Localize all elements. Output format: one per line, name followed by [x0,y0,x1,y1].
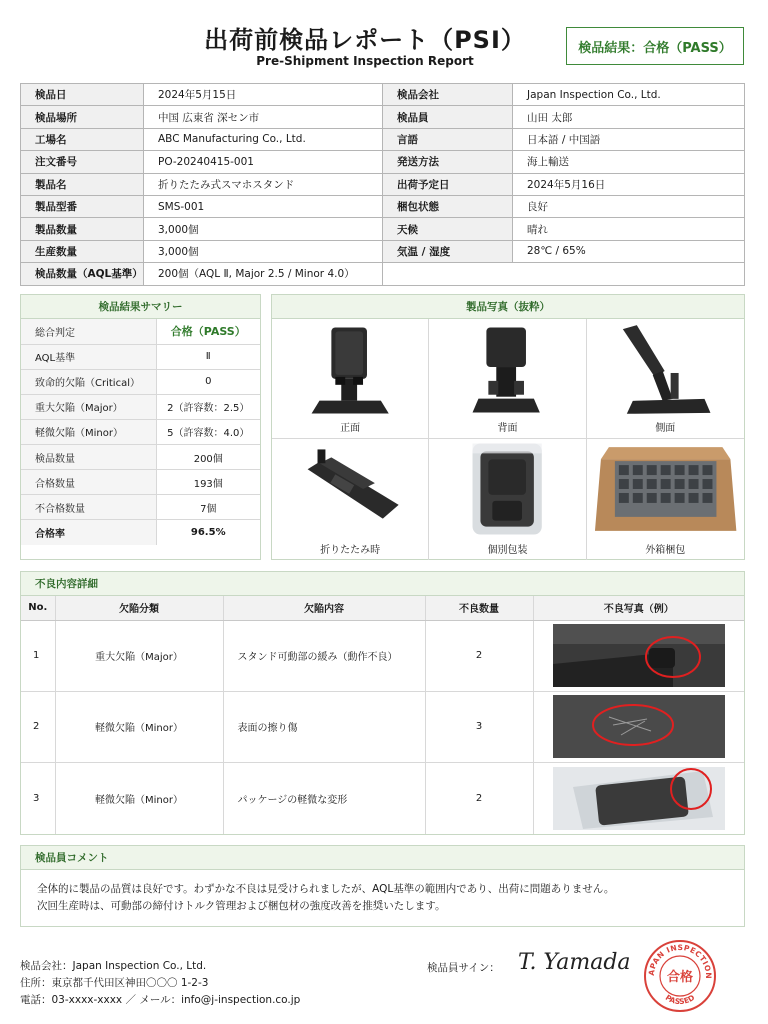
summary-value: 0 [156,369,260,394]
photos-title: 製品写真（抜粋） [272,295,744,319]
summary-key: 検品数量 [21,444,156,469]
defect-no: 1 [21,620,55,691]
defect-description: 表面の擦り傷 [223,691,425,762]
col-header-photo: 不良写真（例） [533,596,744,620]
summary-row [21,495,260,520]
summary-row [21,470,260,495]
info-value: Japan Inspection Co., Ltd. [513,84,745,106]
info-value: 晴れ [513,218,745,240]
summary-value: 5（許容数：4.0） [156,419,260,444]
info-label: 製品数量 [21,218,144,240]
info-value: 200個（AQL Ⅱ, Major 2.5 / Minor 4.0） [144,263,383,285]
summary-row [21,520,260,545]
photo-caption: 外箱梱包 [645,545,686,556]
info-empty-cell [383,263,745,285]
info-value: PO-20240415-001 [144,151,383,173]
info-row [21,240,745,262]
info-label: 気温 / 湿度 [383,240,513,262]
summary-value: 2（許容数：2.5） [156,394,260,419]
info-row [21,173,745,195]
comment-line: 全体的に製品の品質は良好です。わずかな不良は見受けられましたが、AQL基準の範囲内であり、出荷に問題ありません。 [37,883,615,895]
col-header-category: 欠陥分類 [55,596,223,620]
photo-caption: 側面 [655,423,676,434]
info-label: 検品場所 [21,106,144,128]
outer-carton-image [587,439,744,539]
info-value: 折りたたみ式スマホスタンド [144,173,383,195]
summary-row [21,369,260,394]
info-row [21,263,745,285]
footer-address: 住所：東京都千代田区神田〇〇〇 1-2-3 [20,977,209,989]
info-row [21,84,745,106]
summary-value: 合格（PASS） [156,319,260,344]
individual-package-image [429,439,585,539]
footer-contact-line: 電話：03-xxxx-xxxx ／ メール：info@j-inspection.co.jp [20,994,301,1006]
info-value: SMS-001 [144,195,383,217]
info-value: 3,000個 [144,240,383,262]
info-value: 海上輸送 [513,151,745,173]
info-value: 2024年5月15日 [144,84,383,106]
product-photos-panel [271,294,745,560]
photo-caption: 正面 [340,423,361,434]
info-value: 山田 太郎 [513,106,745,128]
phone-stand-side-image [587,319,744,419]
info-label: 検品会社 [383,84,513,106]
photo-individual-package [429,439,586,560]
defect-count: 2 [425,763,533,834]
defect-count: 3 [425,691,533,762]
photo-folded [272,439,429,560]
info-row [21,151,745,173]
summary-panel [20,294,261,560]
info-row [21,128,745,150]
defect-description: スタンド可動部の緩み（動作不良） [223,620,425,691]
info-value: 3,000個 [144,218,383,240]
summary-key: 総合判定 [21,319,156,344]
photo-caption: 折りたたみ時 [320,545,381,556]
summary-row [21,444,260,469]
comment-line: 次回生産時は、可動部の締付けトルク管理および梱包材の強度改善を推奨いたします。 [37,900,446,912]
photo-side [587,319,744,439]
defect-no: 3 [21,763,55,834]
phone-stand-back-image [429,319,585,419]
footer-company: 検品会社：Japan Inspection Co., Ltd. [20,960,207,972]
col-header-description: 欠陥内容 [223,596,425,620]
info-row [21,218,745,240]
info-label: 検品員 [383,106,513,128]
info-label: 製品名 [21,173,144,195]
info-label: 言語 [383,128,513,150]
defect-no: 2 [21,691,55,762]
defect-details-panel [20,571,745,835]
svg-text:PASSED [664,993,696,1006]
info-value: 良好 [513,195,745,217]
summary-key: 致命的欠陥（Critical） [21,369,156,394]
summary-key: 重大欠陥（Major） [21,394,156,419]
comment-title: 検品員コメント [21,846,744,870]
info-row [21,195,745,217]
info-label: 検品数量（AQL基準） [21,263,144,285]
summary-row [21,394,260,419]
info-value: 2024年5月16日 [513,173,745,195]
summary-row [21,419,260,444]
summary-title: 検品結果サマリー [21,295,260,319]
info-value: ABC Manufacturing Co., Ltd. [144,128,383,150]
info-label: 注文番号 [21,151,144,173]
page-title: 出荷前検品レポート（PSI） [204,26,526,54]
photo-caption: 個別包装 [487,545,528,556]
col-header-no: No. [21,596,55,620]
defect-description: パッケージの軽微な変形 [223,763,425,834]
summary-value: Ⅱ [156,344,260,369]
info-label: 発送方法 [383,151,513,173]
info-row [21,106,745,128]
summary-value: 96.5% [190,527,226,539]
photo-outer-carton [587,439,744,560]
summary-key: 不合格数量 [21,495,156,520]
summary-value: 193個 [156,470,260,495]
info-label: 検品日 [21,84,144,106]
signature-label: 検品員サイン： [427,962,500,974]
inspector-signature: T. Yamada [518,950,631,975]
defect-photo-scratch-image [553,695,725,758]
summary-row [21,344,260,369]
defect-row [21,620,744,691]
info-value: 28℃ / 65% [513,240,745,262]
summary-key: 合格数量 [21,470,156,495]
col-header-count: 不良数量 [425,596,533,620]
result-badge: 検品結果：合格（PASS） [566,27,744,65]
summary-key: 軽微欠陥（Minor） [21,419,156,444]
summary-value: 200個 [156,444,260,469]
photo-back [429,319,586,439]
summary-table [21,319,260,545]
defect-category: 軽微欠陥（Minor） [55,691,223,762]
info-label: 天候 [383,218,513,240]
summary-key: AQL基準 [21,344,156,369]
defect-count: 2 [425,620,533,691]
defect-photo-package-image [553,767,725,830]
defect-row [21,691,744,762]
passed-stamp [642,938,718,1014]
summary-value: 7個 [156,495,260,520]
summary-key: 合格率 [21,520,156,545]
stamp-top-text: APAN INSPECTION [646,942,714,980]
info-label: 梱包状態 [383,195,513,217]
inspector-comment-panel [20,845,745,927]
info-value: 日本語 / 中国語 [513,128,745,150]
phone-stand-front-image [272,319,428,419]
defect-header-row [21,596,744,620]
defects-title: 不良内容詳細 [21,572,744,596]
info-label: 工場名 [21,128,144,150]
info-value: 中国 広東省 深セン市 [144,106,383,128]
footer-contact [20,958,300,1009]
defect-category: 重大欠陥（Major） [55,620,223,691]
info-table [20,83,745,286]
defect-photo-hinge-image [553,624,725,687]
stamp-bottom-text: PASSED [663,992,697,1007]
info-label: 出荷予定日 [383,173,513,195]
page-subtitle: Pre-Shipment Inspection Report [256,54,474,68]
info-label: 生産数量 [21,240,144,262]
photo-caption: 背面 [497,423,518,434]
stamp-center-text: 合格 [666,970,694,985]
phone-stand-folded-image [272,439,428,539]
info-label: 製品型番 [21,195,144,217]
photo-front [272,319,429,439]
defect-row [21,763,744,834]
defect-category: 軽微欠陥（Minor） [55,763,223,834]
summary-row [21,319,260,344]
defect-table [21,596,744,834]
